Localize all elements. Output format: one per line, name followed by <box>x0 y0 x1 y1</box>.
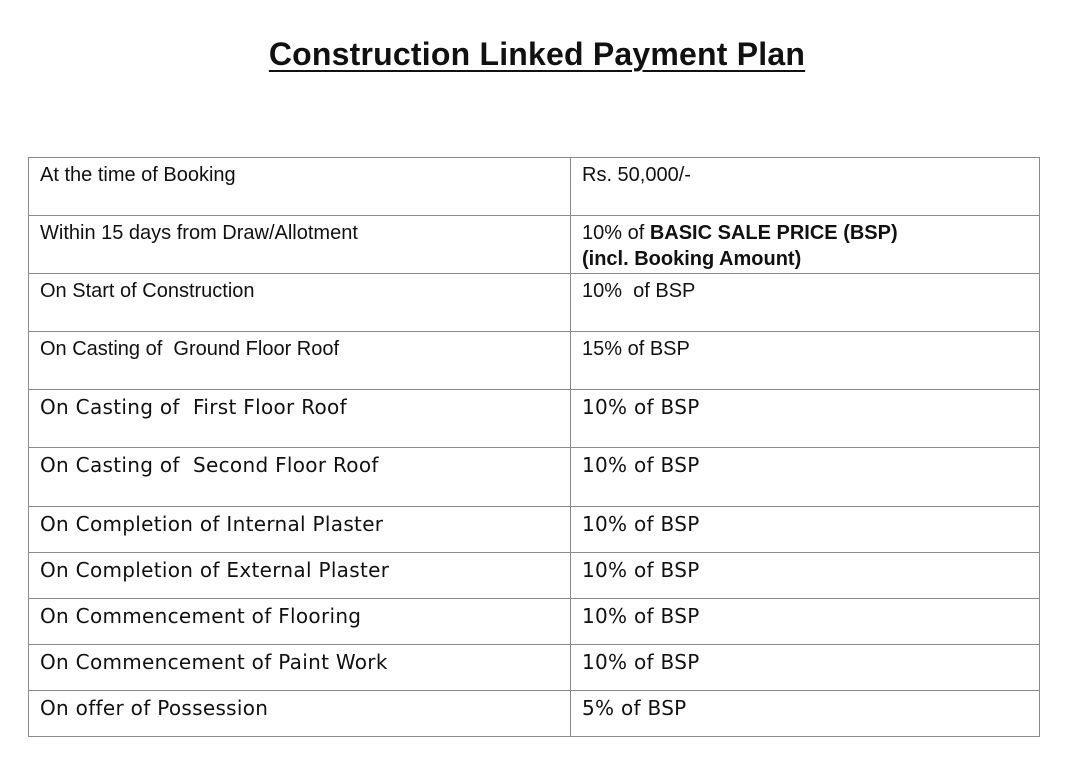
amount-line-2: (incl. Booking Amount) <box>582 248 802 270</box>
stage-cell: Within 15 days from Draw/Allotment <box>29 216 571 274</box>
amount-cell: 10% of BSP <box>571 599 1040 645</box>
table-row <box>29 390 1040 448</box>
amount-line-1 <box>582 220 1029 246</box>
table-row <box>29 158 1040 216</box>
amount-cell: 10% of BSP <box>571 553 1040 599</box>
stage-cell: On Completion of Internal Plaster <box>29 507 571 553</box>
amount-cell: 10% of BSP <box>571 645 1040 691</box>
table-row <box>29 553 1040 599</box>
amount-cell: 10% of BSP <box>571 448 1040 507</box>
amount-cell: 15% of BSP <box>571 332 1040 390</box>
stage-cell: On offer of Possession <box>29 691 571 737</box>
amount-cell: 10% of BSP <box>571 507 1040 553</box>
stage-cell: On Casting of Second Floor Roof <box>29 448 571 507</box>
table-row <box>29 216 1040 274</box>
amount-cell: 5% of BSP <box>571 691 1040 737</box>
page-title: Construction Linked Payment Plan <box>268 36 806 72</box>
payment-plan-table <box>28 157 1040 737</box>
amount-emphasis: BASIC SALE PRICE (BSP) <box>649 222 898 244</box>
table-row <box>29 274 1040 332</box>
table-row <box>29 645 1040 691</box>
stage-cell: On Start of Construction <box>29 274 571 332</box>
amount-cell: Rs. 50,000/- <box>571 158 1040 216</box>
stage-cell: On Commencement of Paint Work <box>29 645 571 691</box>
table-row <box>29 599 1040 645</box>
table-row <box>29 448 1040 507</box>
table-row <box>29 332 1040 390</box>
amount-cell <box>571 216 1040 274</box>
table-row <box>29 507 1040 553</box>
amount-cell: 10% of BSP <box>571 274 1040 332</box>
table-row <box>29 691 1040 737</box>
stage-cell: On Casting of Ground Floor Roof <box>29 332 571 390</box>
stage-cell: On Casting of First Floor Roof <box>29 390 571 448</box>
amount-cell: 10% of BSP <box>571 390 1040 448</box>
stage-cell: On Commencement of Flooring <box>29 599 571 645</box>
stage-cell: On Completion of External Plaster <box>29 553 571 599</box>
amount-prefix: 10% of <box>582 222 650 244</box>
stage-cell: At the time of Booking <box>29 158 571 216</box>
